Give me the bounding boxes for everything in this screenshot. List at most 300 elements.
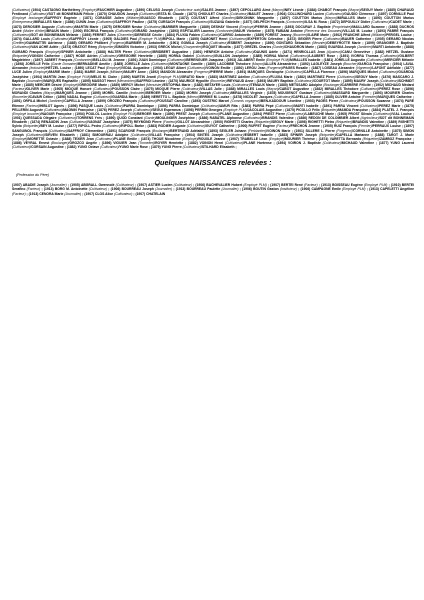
entry-profession: (Cultivateur): [231, 82, 250, 87]
entry-profession: (Employé): [182, 136, 198, 141]
entry-year: (1881): [80, 132, 93, 137]
entry-profession: (Cultivateur): [12, 45, 31, 50]
entry-spouse: /GUILLON Joséphine ;: [213, 53, 253, 58]
entry-profession: (Cultivateur): [181, 86, 200, 91]
entry-profession: (Cultivateur): [95, 136, 114, 141]
entry-profession: (Maçon): [251, 62, 265, 67]
entry-year: (1897): [280, 16, 293, 21]
entry-name: MIRALLES Louis: [237, 86, 267, 91]
entry-name: SEGLER Johann: [219, 128, 248, 133]
entry-name: MASSOT Henri: [91, 78, 117, 83]
entry-year: (1896): [101, 141, 114, 145]
entry-profession: (Jardinier): [48, 99, 64, 104]
entry-name: COUTTON Marius: [292, 16, 325, 21]
entry-name: TRABELLE Léon: [240, 136, 269, 141]
entry-spouse: /JACOLAIS Augustine ;: [246, 107, 286, 112]
entry-spouse: /MAUR Victorine ;: [234, 28, 265, 33]
entry-spouse: /SUZANA Gabrielle ;: [209, 20, 243, 25]
entry-profession: (Boulanger): [151, 128, 170, 133]
entry-name: PASQUE Louis: [79, 103, 105, 108]
entry-year: (1874): [394, 99, 405, 104]
entry-profession: (Ajusteur): [326, 49, 342, 54]
entry-profession: (Forgeron): [336, 128, 353, 133]
entry-spouse: /TEMAUX Marie ;: [249, 82, 279, 87]
entry-year: (1890): [135, 8, 147, 12]
entry-name: TAROT J. Marie: [386, 132, 415, 137]
entry-profession: (Forestier): [361, 95, 378, 100]
entry-year: (1901): [294, 128, 306, 133]
entry-spouse: /VOINON Marie ;: [266, 128, 295, 133]
entry-profession: (Receveur des Douanes): [304, 28, 343, 33]
entry-profession: (Cultivateur): [294, 78, 313, 83]
entry-year: (1890): [372, 16, 385, 21]
birth-entry: [29, 192, 85, 196]
entry-profession: (Cultivateur): [201, 32, 220, 37]
entry-name: HORNA Michel: [264, 53, 291, 58]
entry-profession: (Cultivateur): [29, 12, 48, 17]
entry-year: (1907): [84, 191, 96, 196]
entry-name: TEXIER Jean: [72, 136, 96, 141]
entry-spouse: /MAMDA Françoise ;: [337, 107, 372, 112]
entry-spouse: /SEGUY Marie ;: [360, 8, 387, 12]
entry-spouse: /GUARDIA Marie ;: [111, 95, 141, 100]
entry-name: CHABOT François: [317, 8, 349, 12]
entry-name: DEPOUILLY Didier: [340, 20, 372, 25]
entry-name: FABRE François: [387, 28, 414, 33]
entry-year: (1913): [369, 187, 381, 192]
entry-spouse: /SIRVEN Elisabeth ;: [44, 132, 81, 137]
entry-spouse: /ROQUET Micaëla ;: [202, 45, 234, 50]
entry-profession: (Employé PLM): [157, 74, 181, 79]
entry-name: CLOS Alice: [95, 191, 115, 196]
entry-profession: (Propriétaire): [331, 24, 352, 29]
entry-profession: (Cultivateur): [173, 183, 192, 188]
entry-profession: (Employé PLM): [265, 57, 290, 62]
entry-name: MAURY Baptiste: [267, 78, 295, 83]
entry-profession: (Cultivateur): [57, 116, 77, 121]
entry-year: (1896): [56, 95, 68, 100]
entry-name: PARE Etienne: [12, 99, 414, 108]
entry-profession: (Cultivateur): [25, 132, 45, 137]
entry-year: (1906): [300, 187, 312, 192]
entry-name: YUNG Octave: [77, 145, 101, 150]
entry-name: MARIE Joseph: [84, 70, 110, 75]
entry-spouse: /MERCIER Mélanie ;: [12, 57, 414, 67]
entry-name: COUTTON Marius: [384, 16, 414, 21]
entry-name: GONTARD Sébastien: [276, 41, 313, 46]
entry-year: (1902): [332, 32, 344, 37]
entry-year: (1887): [64, 53, 76, 58]
entry-name: YUNG Laurent: [390, 141, 415, 145]
entry-spouse: /MONTAGNE Camille ;: [169, 62, 207, 67]
entry-year: (1873): [61, 45, 73, 50]
entry-spouse: /GAUDIO Clémence ;: [343, 12, 378, 17]
entry-profession: (Cultivateur): [92, 95, 112, 100]
entry-name: CENORA Marie: [39, 191, 65, 196]
entry-name: GERARD Philibert: [78, 41, 110, 46]
entry-profession: (Employé PLM): [223, 107, 247, 112]
entry-year: (1905): [102, 37, 114, 42]
entry-profession: (Cultivateur): [56, 24, 75, 29]
entry-year: (1903): [305, 99, 316, 104]
entry-year: (1904): [153, 66, 164, 71]
entry-year: (1895): [91, 91, 103, 96]
entry-year: (1897): [229, 8, 241, 12]
entry-spouse: /ESBERT Joséphine ;: [227, 41, 265, 46]
entry-name: RABATEL Alphonse: [209, 116, 244, 121]
entry-spouse: /OLIVER Marie ;: [25, 86, 54, 91]
entry-name: OROZEO François: [107, 99, 139, 104]
entry-profession: (Garde): [144, 116, 156, 121]
entry-name: GRANGIER J. Baptiste: [376, 41, 414, 46]
entry-year: (1885): [157, 53, 169, 58]
entry-spouse: /BERGER Marie ;: [145, 91, 176, 96]
entry-year: (1877): [378, 141, 391, 145]
entry-spouse: ;: [107, 187, 111, 192]
entry-name: CORASSE Julien: [95, 16, 127, 21]
entry-name: COLLINCHARD Lucien: [287, 12, 326, 17]
entry-profession: (Cultivateur): [100, 145, 119, 150]
entry-name: PICOLLO Félix: [296, 107, 321, 112]
entry-name: NADAL Eugène: [67, 95, 93, 100]
entry-year: (1907): [229, 136, 241, 141]
entry-profession: (Journalier): [221, 187, 239, 192]
entry-spouse: /BAILET Jeanne ;: [247, 12, 277, 17]
entry-year: (1892): [149, 70, 161, 75]
entry-spouse: /VOINON Catherine ;: [28, 53, 65, 58]
entry-spouse: /BRANDIS Valentine ;: [261, 116, 298, 121]
marriages-text-block: [12, 8, 414, 149]
entry-spouse: /ESTA M. Claude ;: [157, 12, 188, 17]
entry-year: (1877): [233, 45, 245, 50]
entry-year: (1884): [306, 8, 318, 12]
entry-name: FRANCHE Alfred: [343, 32, 372, 37]
entry-profession: (Cultivateur): [68, 120, 88, 125]
entry-spouse: /CORSAIN Augustine ;: [30, 145, 67, 150]
entry-year: (1913): [28, 191, 40, 196]
entry-profession: (Mineur): [186, 95, 200, 100]
entry-spouse: /PLANE Emilie ;: [113, 136, 141, 141]
entry-year: (1885): [386, 8, 398, 12]
entry-year: (1907): [12, 183, 23, 188]
entry-spouse: /MICHAUD Valentine ;: [340, 141, 379, 145]
entry-spouse: /STILHARD Elisabeth ;: [200, 145, 237, 150]
entry-name: GRECK Michel: [158, 45, 183, 50]
entry-profession: (Contonnier): [285, 20, 305, 25]
entry-profession: (Cultivateur): [12, 32, 31, 37]
entry-name: PELLERIN Auguste: [12, 107, 45, 112]
entry-name: PARRA Vincent: [333, 103, 360, 108]
entry-name: RUIZ François: [333, 124, 358, 129]
entry-year: (1870): [97, 12, 108, 17]
entry-spouse: /SAFFROY Clémentine ;: [67, 128, 108, 133]
entry-year: (1900): [72, 28, 84, 33]
entry-year: (1893): [284, 24, 296, 29]
entry-name: CHATELAIN: [146, 191, 166, 196]
entry-profession: (Cultivateur): [359, 103, 379, 108]
entry-profession: (Militaire): [109, 70, 124, 75]
entry-profession: (Cultivateur): [133, 107, 152, 112]
entry-name: FOREST Jeanny: [265, 32, 293, 37]
entry-profession: (Journalier): [155, 187, 173, 192]
entry-name: VARETTA Bernardo: [329, 136, 363, 141]
entry-profession: (Facteur): [12, 86, 26, 91]
entry-profession: (Cultivateur): [322, 141, 341, 145]
entry-profession: (Cultivateur): [44, 107, 63, 112]
entry-profession: (Agriculteur): [360, 116, 379, 121]
entry-spouse: /CARRERE Félicité ;: [340, 82, 375, 87]
birth-entry: [84, 192, 135, 196]
entry-year: (1882): [193, 82, 205, 87]
entry-spouse: /MARTI Antoinette ;: [372, 45, 405, 50]
entry-spouse: /NEY Léonie ;: [283, 8, 307, 12]
entry-profession: (Cultivateur): [380, 53, 399, 58]
entry-spouse: /SALES Jeanne ;: [201, 8, 230, 12]
entry-spouse: /FRECHON Jeanne ;: [289, 124, 324, 129]
entry-year: (1872): [179, 16, 192, 21]
entry-profession: (Briquetier): [362, 136, 380, 141]
entry-year: (1898): [297, 120, 308, 125]
entry-year: (1904): [185, 132, 198, 137]
entry-profession: (Employé): [268, 136, 284, 141]
entry-profession: (Cultivateur): [225, 132, 244, 137]
birth-entry: [242, 187, 300, 191]
entry-spouse: /ALLEN Alexandrine ;: [264, 62, 301, 67]
entry-profession: (Vigneron): [355, 66, 372, 71]
entry-profession: (Boucher): [343, 62, 358, 67]
entry-spouse: /SAFFROY Pauline ;: [114, 20, 148, 25]
entry-year: (1886): [198, 116, 210, 121]
entry-profession: (Cultivateur): [99, 53, 118, 58]
entry-name: LEROU Jean: [244, 66, 267, 71]
entry-spouse: /VILLAS Françoise ;: [148, 132, 186, 137]
entry-name: CUNIN Jean: [75, 20, 97, 25]
entry-profession: (Cultivateur): [284, 70, 303, 75]
entry-year: (1888): [96, 49, 108, 54]
entry-year: (1875): [144, 86, 156, 91]
entry-spouse: /SAFFROY Léonie ;: [69, 37, 103, 42]
entry-profession: (Conducteur auto): [174, 8, 202, 12]
entry-name: PROST Silvain: [348, 111, 374, 116]
entry-profession: (Meunier): [312, 41, 327, 46]
entry-year: (1900): [237, 124, 249, 129]
entry-profession: (Employé): [33, 70, 49, 75]
entry-year: (1913): [43, 187, 55, 192]
entry-profession: (Employé PLM): [138, 37, 162, 42]
entry-spouse: /PEREZ Marie ;: [378, 103, 405, 108]
entry-profession: (Cultivateur): [273, 95, 292, 100]
entry-spouse: ;: [25, 191, 29, 196]
entry-spouse: /POUSSON Suzanne ;: [357, 99, 394, 104]
entry-name: MIOQUE Honoré: [64, 86, 94, 91]
entry-spouse: /SEGUY Marie ;: [355, 74, 382, 79]
entry-year: (1875): [391, 128, 404, 133]
entry-spouse: /BELLOLI M. Jeanne ;: [92, 57, 128, 62]
section-subheading: (Profession du Père): [16, 173, 49, 178]
entry-year: (1889): [254, 32, 266, 37]
entry-name: ASTIER Lucien: [148, 183, 174, 188]
entry-spouse: /MIRALLES Isabelle ;: [289, 57, 324, 62]
entry-spouse: /ROUXLE Jeanne ;: [197, 136, 230, 141]
entry-spouse: ;: [238, 187, 243, 192]
entry-profession: (Cultivateur): [191, 20, 210, 25]
entry-name: MERCY Michel: [121, 82, 146, 87]
entry-year: (1906): [242, 187, 254, 192]
entry-year: (1880): [278, 82, 289, 87]
entry-spouse: /MIRALLES Virginie ;: [230, 91, 267, 96]
entry-year: (1888): [388, 24, 400, 29]
entry-year: (1890): [264, 41, 277, 46]
entry-name: PARRA Dominique: [169, 103, 201, 108]
entry-profession: (Facteur): [25, 103, 40, 108]
entry-spouse: /MARQUES Catherine ;: [377, 95, 414, 100]
entry-spouse: /CANU Geneviève ;: [341, 49, 375, 54]
entry-name: GREZEL Charles: [244, 45, 273, 50]
entry-name: PARRA Pépé: [252, 103, 276, 108]
entry-profession: (Cultivateur): [12, 145, 31, 150]
entry-profession: (Cultivateur): [138, 99, 157, 104]
entry-year: (1900): [213, 120, 225, 125]
entry-spouse: ;: [40, 187, 44, 192]
entry-year: (1889): [206, 62, 218, 67]
entry-year: (1902): [374, 82, 386, 87]
entry-year: (1873): [187, 12, 198, 17]
entry-spouse: /VIAL Louise ;: [391, 111, 414, 116]
entry-year: (1890): [164, 111, 176, 116]
marriage-entry: [151, 145, 237, 149]
entry-name: LAVAL Alexandre: [12, 62, 415, 71]
entry-profession: (Cultivateur): [371, 20, 390, 25]
entry-name: MARTIN Jeanti: [131, 74, 158, 79]
entry-year: (1906): [195, 183, 207, 188]
entry-spouse: /COURTOT Marie ;: [312, 78, 344, 83]
entry-name: GERARD Nicolas: [386, 37, 414, 42]
entry-spouse: /FLUXIA Marie ;: [269, 74, 297, 79]
entry-year: (1883): [208, 74, 220, 79]
entry-year: (1875): [285, 107, 297, 112]
entry-name: CAMPAGNE Emile: [311, 187, 343, 192]
entry-profession: (Employé PLM): [342, 187, 366, 192]
entry-profession: (Commis voyageur): [230, 99, 260, 104]
entry-year: (1873): [12, 24, 23, 29]
entry-spouse: /CORNILLE Antoinette ;: [352, 128, 392, 133]
entry-name: CAPELETTI Angéline: [380, 187, 414, 192]
entry-year: (1899): [96, 99, 108, 104]
entry-name: PLATEL J. François: [382, 107, 415, 112]
entry-spouse: /VILLAS M. Louise ;: [342, 28, 377, 33]
entry-year: (1882): [66, 145, 78, 150]
entry-spouse: ;: [172, 187, 176, 192]
entry-name: MAURY Joseph: [353, 78, 380, 83]
entry-spouse: ;: [66, 183, 71, 188]
entry-year: (1893): [256, 78, 268, 83]
entry-year: (1901): [169, 41, 181, 46]
entry-name: PAGES Pierre: [315, 99, 340, 104]
entry-spouse: /SIMOEN Victorine ;: [114, 45, 148, 50]
entry-year: (1897): [404, 124, 414, 129]
entry-name: DELPECH François: [253, 20, 286, 25]
entry-year: (1892): [233, 66, 245, 71]
entry-year: (1894): [157, 103, 170, 108]
entry-spouse: /MIRALLES Marie ;: [336, 16, 373, 21]
entry-profession: (Cultivateur): [360, 86, 379, 91]
entry-spouse: ;: [296, 187, 301, 192]
entry-profession: (Maçon): [43, 91, 56, 96]
entry-year: (1874): [318, 136, 330, 141]
entry-spouse: /MARIE Marie ;: [48, 70, 74, 75]
entry-year: (1898): [184, 107, 195, 112]
entry-profession: (Cultivateur): [130, 132, 149, 137]
entry-name: LECAT Paul: [85, 66, 106, 71]
entry-name: ESPITALIER Laurens: [180, 28, 216, 33]
entry-name: VIGUIER Jean: [113, 141, 139, 145]
entry-profession: (Cultivateur): [186, 124, 205, 129]
entry-profession: (Employé): [12, 136, 28, 141]
entry-spouse: /BRAUN Marie ;: [45, 28, 73, 33]
entry-profession: (Employé): [44, 49, 61, 54]
entry-profession: (Facteur): [26, 187, 41, 192]
entry-profession: (Cultivateur): [187, 66, 206, 71]
entry-spouse: ;: [317, 183, 322, 188]
entry-profession: (Cultivateur): [379, 70, 398, 75]
entry-profession: (Facteur): [276, 124, 290, 129]
entry-spouse: /MARTI Isabelle ;: [293, 103, 323, 108]
entry-year: (1893): [376, 28, 388, 33]
entry-spouse: /ERRIKE M. Louise ;: [199, 95, 233, 100]
entry-year: (1871): [82, 16, 96, 21]
entry-year: (1871): [282, 49, 294, 54]
entry-profession: (Entrepreneur): [12, 20, 34, 25]
entry-profession: (Cultivateur): [201, 111, 220, 116]
entry-name: PREST Joseph: [175, 111, 202, 116]
entry-spouse: /PAGES Rosalie ;: [282, 66, 312, 71]
entry-profession: (Menuisier): [145, 82, 163, 87]
entry-year: (1891): [127, 57, 139, 62]
entry-year: (1885): [66, 41, 79, 46]
entry-profession: (Cultivateur): [93, 86, 112, 91]
birth-entry: [301, 187, 370, 191]
entry-profession: (Forgeron): [193, 70, 210, 75]
entry-profession: (Employé boucher): [12, 111, 41, 116]
entry-spouse: ;: [133, 183, 138, 188]
entry-year: (1913): [321, 183, 333, 188]
entry-spouse: ;: [132, 191, 136, 196]
entry-year: (1891): [107, 128, 119, 133]
entry-spouse: /BERNADINE Amélie ;: [77, 62, 114, 67]
entry-spouse: /ESTOPINA Marie ;: [162, 82, 194, 87]
entry-prefix: (Cultivateur): [12, 8, 32, 12]
entry-name: CURSACH François: [158, 20, 192, 25]
entry-name: RENAUDIN Jean: [41, 120, 69, 125]
entry-year: (1886): [297, 116, 309, 121]
entry-profession: (Cultivateur): [102, 124, 121, 129]
entry-spouse: /NAGUIR Françoise ;: [40, 111, 76, 116]
entry-spouse: /LAFONT Adélaïde ;: [371, 66, 405, 71]
entry-profession: (Militaire): [371, 32, 386, 37]
entry-year: (1891): [322, 103, 334, 108]
entry-profession: (Employé PLM): [243, 183, 267, 188]
entry-profession: (Cultivateur): [229, 12, 248, 17]
entry-name: REYMOND Pierre: [133, 120, 163, 125]
entry-year: (1889): [110, 82, 122, 87]
entry-year: (1907): [135, 191, 147, 196]
entry-name: MIRALLES Théodore: [324, 86, 361, 91]
entry-profession: (Cultivateur): [88, 187, 107, 192]
entry-name: CHARAUD Ferdinand: [12, 8, 414, 17]
entry-year: (1882): [175, 91, 187, 96]
entry-name: RIGHETTI Sylvio: [12, 120, 415, 129]
entry-profession: (Briquetier): [320, 107, 338, 112]
